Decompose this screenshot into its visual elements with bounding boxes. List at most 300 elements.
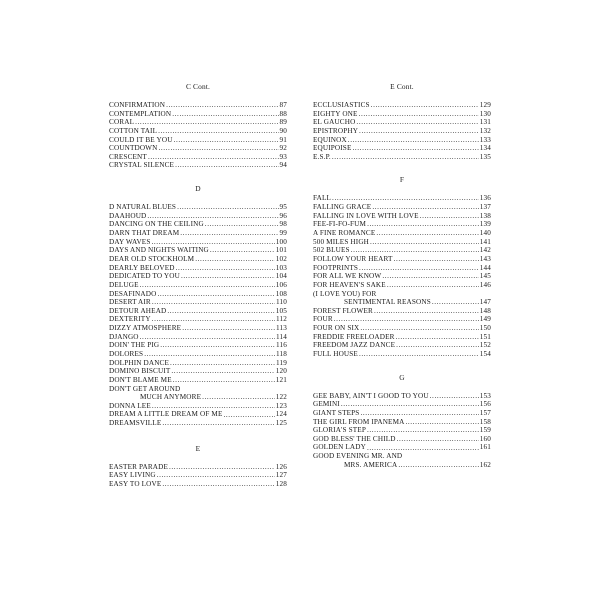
entry-title: EL GAUCHO [313, 118, 356, 127]
index-entry [109, 411, 287, 420]
dot-leader [432, 298, 479, 307]
entry-page-number: 145 [479, 272, 491, 281]
entry-page-number: 89 [279, 118, 287, 127]
dot-leader [177, 203, 278, 212]
entry-title: FOR HEAVEN'S SAKE [313, 280, 386, 289]
entry-list [109, 203, 287, 428]
entry-title: DAYS AND NIGHTS WAITING [109, 246, 209, 255]
dot-leader [160, 341, 275, 350]
entry-title: DREAMSVILLE [109, 419, 162, 428]
entry-page-number: 148 [479, 306, 491, 315]
dot-leader [181, 272, 275, 281]
index-entry [109, 161, 287, 170]
entry-title: COUNTDOWN [109, 144, 158, 153]
entry-page-number: 95 [279, 203, 287, 212]
dot-leader [367, 444, 479, 453]
index-entry [313, 264, 491, 273]
entry-page-number: 103 [275, 263, 287, 272]
dot-leader [181, 385, 286, 394]
index-entry [313, 452, 491, 461]
entry-page-number: 146 [479, 280, 491, 289]
entry-page-number: 154 [479, 350, 491, 358]
index-entry [109, 153, 287, 162]
entry-title: DARN THAT DREAM [109, 229, 180, 238]
index-entry [109, 212, 287, 221]
entry-page-number: 137 [479, 203, 491, 212]
dot-leader [367, 220, 479, 229]
dot-leader [394, 255, 479, 264]
entry-page-number: 143 [479, 254, 491, 263]
dot-leader [140, 281, 275, 290]
entry-title: CORAL [109, 118, 135, 127]
index-entry [313, 272, 491, 281]
entry-title: FEE-FI-FO-FUM [313, 220, 367, 229]
index-entry [313, 136, 491, 145]
entry-page-number: 101 [275, 246, 287, 255]
entry-title: DAY WAVES [109, 237, 151, 246]
entry-page-number: 92 [279, 144, 287, 153]
entry-page-number: 96 [279, 211, 287, 220]
entry-page-number: 118 [276, 350, 287, 358]
entry-page-number: 125 [275, 419, 287, 428]
entry-page-number: 114 [276, 332, 287, 341]
entry-page-number: 131 [479, 118, 491, 127]
index-entry [109, 419, 287, 428]
entry-page-number: 149 [479, 315, 491, 324]
entry-page-number: 134 [479, 144, 491, 153]
index-entry [313, 194, 491, 203]
entry-title: DEDICATED TO YOU [109, 272, 180, 281]
entry-title: EIGHTY ONE [313, 109, 358, 118]
index-entry [313, 110, 491, 119]
entry-page-number: 151 [479, 332, 491, 341]
index-entry [109, 324, 287, 333]
index-entry [313, 281, 491, 290]
entry-title: ECCLUSIASTICS [313, 100, 370, 109]
dot-leader [356, 118, 478, 127]
dot-leader [170, 359, 275, 368]
entry-page-number: 110 [276, 298, 287, 307]
entry-title: COTTON TAIL [109, 126, 158, 135]
entry-title: DIZZY ATMOSPHERE [109, 324, 182, 333]
dot-leader [166, 101, 278, 110]
index-entry [109, 281, 287, 290]
entry-page-number: 105 [275, 306, 287, 315]
dot-leader [376, 229, 478, 238]
entry-page-number: 102 [275, 254, 287, 263]
index-entry [313, 341, 491, 350]
entry-title: FREDDIE FREELOADER [313, 332, 395, 341]
entry-page-number: 90 [279, 126, 287, 135]
entry-title: FOR ALL WE KNOW [313, 272, 382, 281]
dot-leader [162, 480, 274, 489]
index-entry [313, 418, 491, 427]
dot-leader [148, 153, 279, 162]
index-entry [313, 307, 491, 316]
index-entry [109, 341, 287, 350]
dot-leader [352, 144, 478, 153]
entry-title: GLORIA'S STEP [313, 426, 366, 435]
entry-title: GEE BABY, AIN'T I GOOD TO YOU [313, 391, 429, 400]
dot-leader [377, 290, 490, 299]
dot-leader [162, 419, 274, 428]
index-entry [109, 480, 287, 489]
entry-list [109, 101, 287, 170]
dot-leader [405, 418, 478, 427]
entry-title: DJANGO [109, 332, 139, 341]
entry-title: DONNA LEE [109, 401, 151, 410]
dot-leader [180, 229, 278, 238]
entry-page-number: 161 [479, 443, 491, 452]
dot-leader [158, 127, 278, 136]
section-heading: G [399, 372, 405, 382]
entry-title: FOLLOW YOUR HEART [313, 254, 393, 263]
dot-leader [382, 272, 478, 281]
dot-leader [430, 392, 479, 401]
entry-title: FULL HOUSE [313, 350, 358, 358]
index-section [313, 175, 491, 358]
entry-page-number: 100 [275, 237, 287, 246]
entry-list [313, 101, 491, 161]
entry-title: MUCH ANYMORE [140, 393, 202, 402]
entry-title: EASY LIVING [109, 471, 156, 480]
entry-title: D NATURAL BLUES [109, 203, 177, 212]
dot-leader [359, 127, 479, 136]
index-entry [313, 315, 491, 324]
entry-page-number: 156 [479, 400, 491, 409]
entry-title: CRYSTAL SILENCE [109, 161, 175, 170]
entry-page-number: 98 [279, 220, 287, 229]
index-entry [109, 127, 287, 136]
entry-page-number: 113 [276, 324, 287, 333]
entry-page-number: 112 [276, 315, 287, 324]
dot-leader [360, 409, 478, 418]
index-entry [313, 290, 491, 299]
section-heading: D [195, 184, 201, 194]
dot-leader [152, 402, 275, 411]
entry-list [109, 463, 287, 489]
index-entry [109, 290, 287, 299]
entry-title: DETOUR AHEAD [109, 306, 167, 315]
dot-leader [341, 400, 479, 409]
entry-title: DESAFINADO [109, 289, 157, 298]
entry-title: DON'T BLAME ME [109, 375, 172, 384]
entry-page-number: 133 [479, 135, 491, 144]
section-heading: C Cont. [185, 82, 211, 91]
entry-page-number: 126 [275, 462, 287, 471]
dot-leader [374, 307, 479, 316]
dot-leader [367, 426, 479, 435]
index-entry [313, 461, 491, 470]
entry-page-number: 124 [275, 410, 287, 419]
entry-title: DEXTERITY [109, 315, 151, 324]
entry-page-number: 147 [479, 298, 491, 307]
index-entry [109, 393, 287, 402]
dot-leader [396, 341, 479, 350]
entry-page-number: 119 [276, 358, 287, 367]
entry-title: DESERT AIR [109, 298, 151, 307]
entry-page-number: 106 [275, 280, 287, 289]
entry-title: GOLDEN LADY [313, 443, 366, 452]
index-section [313, 82, 491, 161]
dot-leader [173, 376, 275, 385]
dot-leader [152, 298, 275, 307]
index-entry [109, 367, 287, 376]
index-entry [313, 298, 491, 307]
dot-leader [171, 367, 274, 376]
entry-page-number: 104 [275, 272, 287, 281]
entry-list [313, 392, 491, 470]
dot-leader [224, 411, 275, 420]
entry-page-number: 140 [479, 229, 491, 238]
entry-title: DON'T GET AROUND [109, 384, 181, 393]
index-entry [109, 315, 287, 324]
entry-title: SENTIMENTAL REASONS [344, 298, 431, 307]
entry-page-number: 136 [479, 194, 491, 203]
entry-page-number: 99 [279, 229, 287, 238]
index-section [109, 444, 287, 489]
index-entry [109, 246, 287, 255]
index-entry [313, 426, 491, 435]
dot-leader [332, 194, 479, 203]
entry-page-number: 142 [479, 246, 491, 255]
entry-page-number: 158 [479, 417, 491, 426]
index-entry [109, 136, 287, 145]
entry-page-number: 93 [279, 152, 287, 161]
entry-title: FALLING GRACE [313, 203, 372, 212]
index-entry [313, 392, 491, 401]
dot-leader [360, 324, 478, 333]
index-section [109, 82, 287, 170]
entry-title: DREAM A LITTLE DREAM OF ME [109, 410, 223, 419]
dot-leader [202, 393, 275, 402]
index-entry [109, 255, 287, 264]
entry-page-number: 138 [479, 211, 491, 220]
index-entry [109, 463, 287, 472]
entry-list [313, 194, 491, 358]
dot-leader [147, 212, 278, 221]
index-entry [313, 409, 491, 418]
entry-page-number: 144 [479, 263, 491, 272]
dot-leader [396, 333, 479, 342]
entry-page-number: 129 [479, 100, 491, 109]
index-entry [313, 238, 491, 247]
entry-page-number: 108 [275, 289, 287, 298]
dot-leader [420, 212, 479, 221]
entry-title: E.S.P. [313, 152, 331, 161]
index-entry [109, 272, 287, 281]
entry-title: FOUR ON SIX [313, 324, 360, 333]
entry-title: 500 MILES HIGH [313, 237, 370, 246]
entry-page-number: 128 [275, 480, 287, 489]
index-entry [313, 220, 491, 229]
entry-title: FALL [313, 194, 332, 203]
entry-title: THE GIRL FROM IPANEMA [313, 417, 405, 426]
index-entry [109, 350, 287, 359]
index-entry [313, 203, 491, 212]
entry-title: EQUIPOISE [313, 144, 352, 153]
entry-title: MRS. AMERICA [344, 460, 398, 469]
entry-page-number: 123 [275, 401, 287, 410]
index-column-right [313, 82, 491, 469]
entry-page-number: 159 [479, 426, 491, 435]
dot-leader [174, 136, 279, 145]
index-entry [313, 101, 491, 110]
index-entry [109, 110, 287, 119]
section-heading: E Cont. [390, 82, 414, 91]
index-entry [313, 144, 491, 153]
entry-page-number: 87 [279, 100, 287, 109]
dot-leader [334, 315, 479, 324]
index-entry [109, 203, 287, 212]
index-entry [313, 212, 491, 221]
entry-title: DOLPHIN DANCE [109, 358, 170, 367]
entry-page-number: 157 [479, 408, 491, 417]
index-entry [313, 246, 491, 255]
entry-title: FOOTPRINTS [313, 263, 359, 272]
index-entry [109, 333, 287, 342]
entry-title: A FINE ROMANCE [313, 229, 376, 238]
entry-page-number: 122 [275, 393, 287, 402]
entry-title: 502 BLUES [313, 246, 350, 255]
index-entry [313, 118, 491, 127]
entry-title: EASY TO LOVE [109, 480, 162, 489]
index-entry [109, 101, 287, 110]
entry-title: DOMINO BISCUIT [109, 367, 171, 376]
entry-page-number: 127 [275, 471, 287, 480]
dot-leader [397, 435, 479, 444]
index-entry [109, 238, 287, 247]
dot-leader [144, 350, 275, 359]
dot-leader [172, 110, 278, 119]
entry-page-number: 152 [479, 341, 491, 350]
index-entry [313, 350, 491, 359]
dot-leader [135, 118, 278, 127]
entry-title: CONFIRMATION [109, 100, 166, 109]
dot-leader [359, 110, 479, 119]
entry-title: DEAR OLD STOCKHOLM [109, 254, 195, 263]
entry-title: DOLORES [109, 350, 144, 358]
dot-leader [351, 246, 479, 255]
dot-leader [152, 315, 275, 324]
entry-page-number: 160 [479, 434, 491, 443]
entry-title: CRESCENT [109, 152, 147, 161]
dot-leader [182, 324, 275, 333]
index-entry [109, 144, 287, 153]
entry-title: GOOD EVENING MR. AND [313, 452, 403, 461]
entry-page-number: 139 [479, 220, 491, 229]
index-entry [109, 220, 287, 229]
entry-page-number: 130 [479, 109, 491, 118]
entry-page-number: 141 [479, 237, 491, 246]
dot-leader [176, 264, 275, 273]
dot-leader [359, 350, 479, 359]
index-entry [313, 324, 491, 333]
index-entry [313, 435, 491, 444]
entry-page-number: 132 [479, 126, 491, 135]
dot-leader [205, 220, 279, 229]
index-entry [313, 255, 491, 264]
entry-page-number: 162 [479, 460, 491, 469]
dot-leader [152, 238, 275, 247]
entry-title: FOREST FLOWER [313, 306, 373, 315]
entry-title: DELUGE [109, 280, 139, 289]
section-heading: F [399, 175, 405, 185]
index-entry [109, 264, 287, 273]
index-entry [313, 127, 491, 136]
entry-title: GEMINI [313, 400, 340, 409]
index-entry [109, 471, 287, 480]
dot-leader [158, 144, 278, 153]
index-entry [109, 359, 287, 368]
index-column-left [109, 82, 287, 489]
entry-page-number: 135 [479, 152, 491, 161]
dot-leader [169, 463, 275, 472]
dot-leader [157, 471, 275, 480]
entry-page-number: 121 [275, 375, 287, 384]
dot-leader [167, 307, 274, 316]
index-entry [313, 153, 491, 162]
dot-leader [175, 161, 278, 170]
entry-title: CONTEMPLATION [109, 109, 172, 118]
index-entry [109, 385, 287, 394]
section-heading: E [195, 443, 201, 453]
index-entry [313, 333, 491, 342]
dot-leader [332, 153, 479, 162]
index-entry [109, 118, 287, 127]
entry-page-number: 150 [479, 324, 491, 333]
entry-title: FOUR [313, 315, 333, 324]
index-entry [313, 444, 491, 453]
dot-leader [195, 255, 275, 264]
dot-leader [210, 246, 275, 255]
dot-leader [398, 461, 478, 470]
dot-leader [157, 290, 274, 299]
entry-page-number: 116 [276, 341, 287, 350]
index-entry [109, 229, 287, 238]
dot-leader [140, 333, 275, 342]
dot-leader [370, 238, 479, 247]
entry-page-number: 120 [275, 367, 287, 376]
entry-title: COULD IT BE YOU [109, 135, 173, 144]
entry-title: DEARLY BELOVED [109, 263, 175, 272]
index-entry [313, 400, 491, 409]
index-section [313, 373, 491, 470]
entry-title: FREEDOM JAZZ DANCE [313, 341, 396, 350]
dot-leader [403, 452, 490, 461]
index-section [109, 184, 287, 428]
entry-title: DANCING ON THE CEILING [109, 220, 204, 229]
entry-page-number: 153 [479, 391, 491, 400]
dot-leader [387, 281, 479, 290]
index-entry [109, 376, 287, 385]
dot-leader [348, 136, 479, 145]
entry-title: GIANT STEPS [313, 408, 360, 417]
index-entry [109, 298, 287, 307]
entry-title: EPISTROPHY [313, 126, 359, 135]
entry-page-number: 88 [279, 109, 287, 118]
index-entry [313, 229, 491, 238]
entry-title: DAAHOUD [109, 211, 147, 220]
index-entry [109, 402, 287, 411]
entry-title: EQUINOX [313, 135, 347, 144]
index-entry [109, 307, 287, 316]
entry-title: (I LOVE YOU) FOR [313, 289, 377, 298]
entry-page-number: 91 [279, 135, 287, 144]
dot-leader [372, 203, 478, 212]
entry-title: FALLING IN LOVE WITH LOVE [313, 211, 419, 220]
dot-leader [371, 101, 479, 110]
